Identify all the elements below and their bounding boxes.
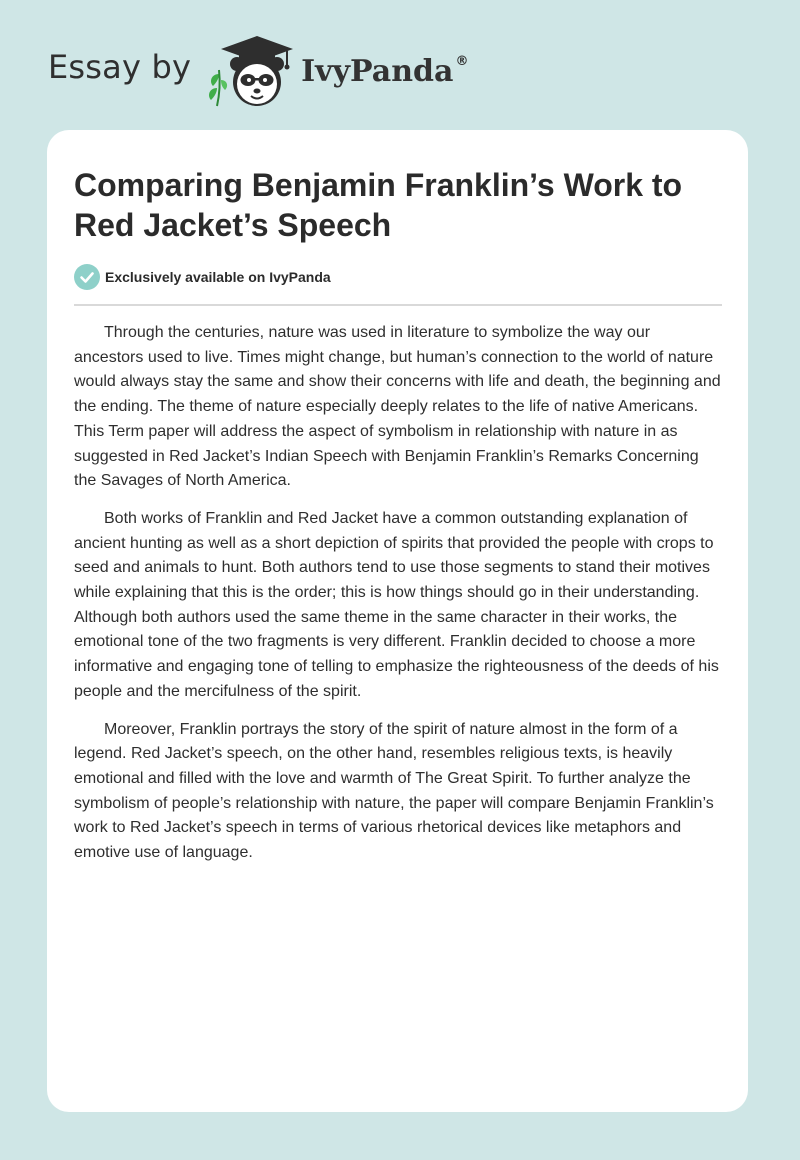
registered-mark: ®: [455, 54, 469, 69]
brand-header[interactable]: [48, 30, 468, 110]
essay-body: [74, 321, 722, 866]
checkmark-icon: [74, 264, 100, 290]
panda-graduate-icon: [203, 30, 297, 110]
divider: [74, 304, 722, 306]
page-title: Comparing Benjamin Franklin’s Work to Red Jacket’s Speech: [74, 167, 683, 243]
exclusive-label: Exclusively available on IvyPanda: [105, 269, 331, 285]
brand-name-text: IvyPanda: [301, 54, 454, 89]
essay-card: [47, 130, 748, 1112]
paragraph: Through the centuries, nature was used in literature to symbolize the way our ancestors used to live. Times might change, but human’s connection to the world of nature would always stay the same and show their concerns with life and death, the beginning and the ending. The theme of nature especially deeply relates to the life of native Americans. This Term paper will address the aspect of symbolism in relationship with nature in as suggested in Red Jacket’s Indian Speech with Benjamin Franklin’s Remarks Concerning the Savages of North America.: [74, 324, 721, 490]
paragraph: Moreover, Franklin portrays the story of the spirit of nature almost in the form of a legend. Red Jacket’s speech, on the other hand, resembles religious texts, is heavily emotional and filled with the love and warmth of The Great Spirit. To further analyze the symbolism of people’s relationship with nature, the paper will compare Benjamin Franklin’s work to Red Jacket’s speech in terms of various rhetorical devices like metaphors and emotive use of language.: [74, 720, 714, 862]
exclusive-badge: [74, 264, 722, 290]
paragraph: Both works of Franklin and Red Jacket have a common outstanding explanation of ancient hunting as well as a short depiction of spirits that provided the people with crops to seed and animals to hunt. Both authors tend to use those segments to stand their motives while explaining that this is the order; this is how things should go in their understanding. Although both authors used the same theme in the same character in their works, the emotional tone of the two fragments is very different. Franklin decided to choose a more informative and engaging tone of telling to emphasize the righteousness of the deeds of his people and the mercifulness of the spirit.: [74, 509, 719, 700]
essay-by-label: Essay by: [48, 48, 192, 86]
brand-name: [301, 54, 469, 89]
